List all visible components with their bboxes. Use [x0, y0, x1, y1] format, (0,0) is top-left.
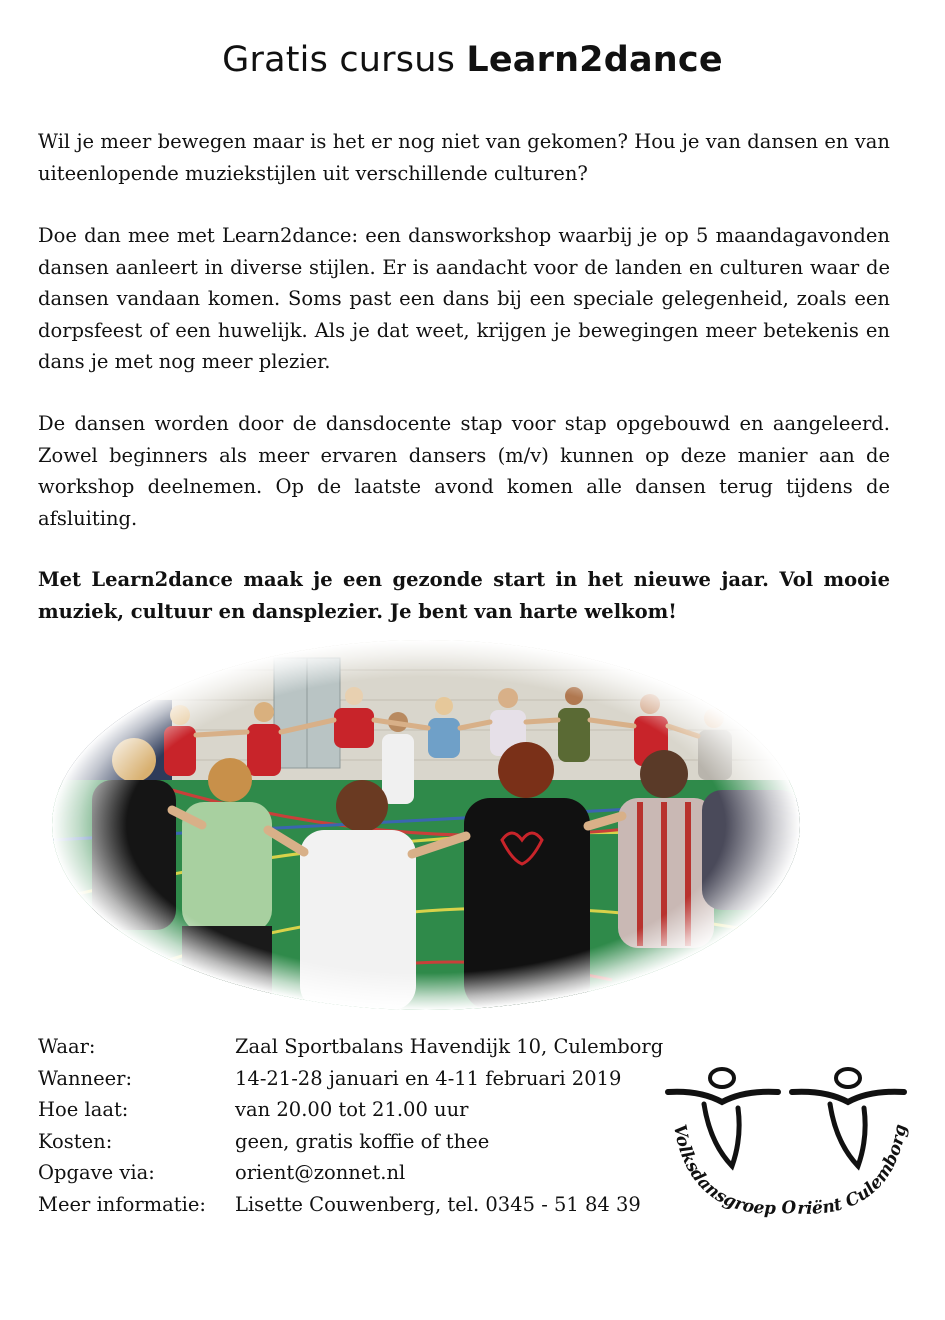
- info-row-contact: [38, 1189, 663, 1221]
- info-value: van 20.00 tot 21.00 uur: [235, 1098, 469, 1121]
- info-label: Opgave via:: [38, 1161, 155, 1184]
- info-row-signup: [38, 1157, 663, 1189]
- info-row-dates: [38, 1063, 663, 1095]
- info-value: 14-21-28 januari en 4-11 februari 2019: [235, 1066, 622, 1090]
- logo-text: Volksdansgroep Oriënt Culemborg: [668, 1122, 912, 1219]
- closing-paragraph: Met Learn2dance maak je een gezonde start in het nieuwe jaar. Vol mooie muziek, cultuur en dansplezier. Je bent van harte welkom!: [38, 568, 890, 623]
- teaching-paragraph: De dansen worden door de dansdocente stap voor stap opgebouwd en aangeleerd. Zowel beginners als meer ervaren dansers (m/v) kunnen op deze manier aan de workshop deelnemen. Op de laatste avond komen alle dansen terug tijdens de afsluiting.: [38, 412, 890, 530]
- intro-paragraph: Wil je meer bewegen maar is het er nog niet van gekomen? Hou je van dansen en van uiteenlopende muziekstijlen uit verschillende culturen?: [38, 130, 890, 185]
- title-prefix: Gratis cursus: [222, 40, 456, 80]
- info-value: Zaal Sportbalans Havendijk 10, Culemborg: [235, 1035, 664, 1058]
- dancers-photo: [52, 640, 800, 1010]
- info-value: geen, gratis koffie of thee: [235, 1129, 490, 1153]
- info-value: orient@zonnet.nl: [235, 1161, 406, 1184]
- info-label: Kosten:: [38, 1129, 113, 1153]
- info-row-location: [38, 1031, 663, 1063]
- page-title: [0, 40, 945, 80]
- event-info: [38, 1031, 663, 1220]
- info-value: Lisette Couwenberg, tel. 0345 - 51 84 39: [235, 1192, 641, 1216]
- info-label: Waar:: [38, 1035, 96, 1058]
- description-paragraph: Doe dan mee met Learn2dance: een dansworkshop waarbij je op 5 maandagavonden dansen aanleert in diverse stijlen. Er is aandacht voor de landen en culturen waar de dansen vandaan komen. Soms past een dans bij een speciale gelegenheid, zoals een dorpsfeest of een huwelijk. Als je dat weet, krijgen je bewegingen meer betekenis en dans je met nog meer plezier.: [38, 224, 890, 373]
- orient-logo: [660, 1058, 920, 1228]
- info-row-cost: [38, 1126, 663, 1158]
- svg-text:Volksdansgroep Oriënt Culembor: [669, 1123, 911, 1219]
- info-row-time: [38, 1094, 663, 1126]
- info-label: Hoe laat:: [38, 1098, 129, 1121]
- info-label: Wanneer:: [38, 1066, 133, 1090]
- info-label: Meer informatie:: [38, 1192, 206, 1216]
- title-bold: Learn2dance: [466, 40, 723, 80]
